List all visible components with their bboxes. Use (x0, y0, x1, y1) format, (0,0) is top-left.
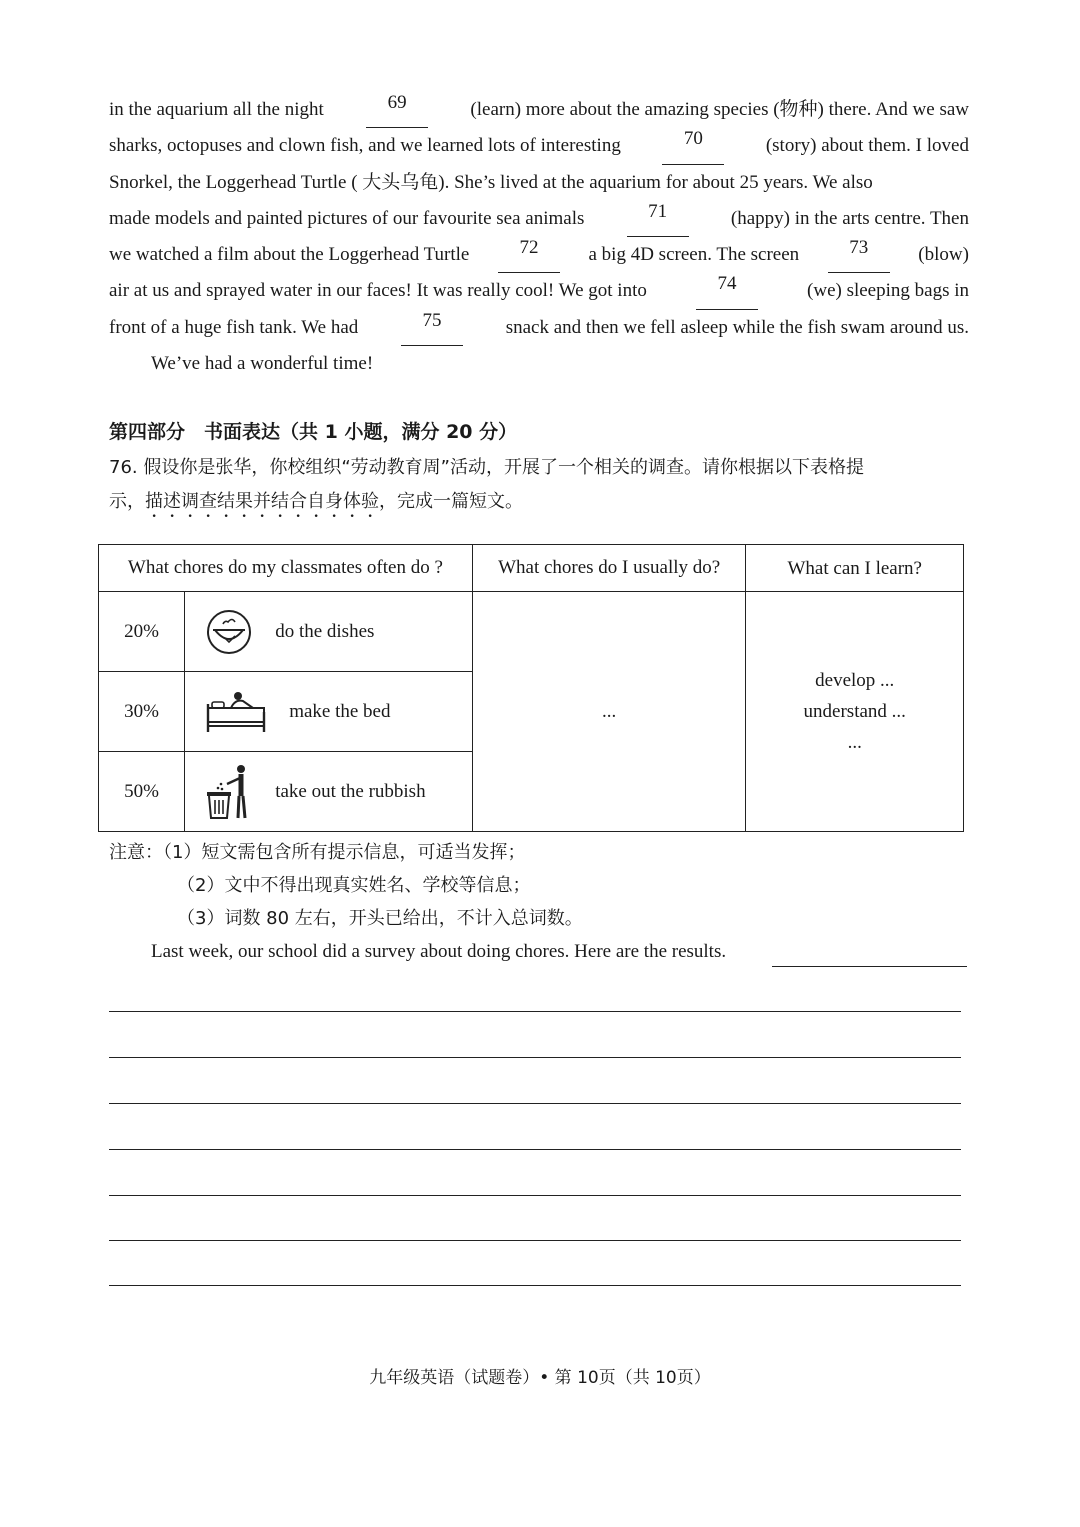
answer-blank-71[interactable]: 71 (627, 201, 689, 237)
writing-line[interactable] (772, 966, 967, 967)
passage-text: front of a huge fish tank. We had (109, 316, 359, 338)
header-classmates-chores: What chores do my classmates often do ? (99, 545, 473, 592)
passage-closing: We’ve had a wonderful time! (151, 353, 374, 375)
chore-percent: 50% (99, 752, 185, 832)
chore-cell (185, 752, 473, 832)
passage-text: (learn) more about the amazing species (物种) there. And we saw (470, 99, 969, 120)
answer-blank-74[interactable]: 74 (696, 273, 758, 309)
rubbish-bin-icon (205, 764, 253, 820)
section-title: 第四部分 书面表达（共 1 小题，满分 20 分） (109, 421, 518, 443)
task-line-2: 示， 描述调查结果并结合自身体验 ，完成一篇短文。 (109, 485, 969, 522)
passage-text: Snorkel, the Loggerhead Turtle ( 大头乌龟). She’s lived at the aquarium for about 25 years. We also (109, 171, 873, 193)
passage-line (109, 128, 969, 164)
answer-blank-75[interactable]: 75 (401, 310, 463, 346)
note-item: （3）词数 80 左右，开头已给出，不计入总词数。 (177, 908, 583, 929)
passage-line (109, 201, 969, 237)
passage-line (109, 237, 969, 273)
chore-label: make the bed (289, 700, 391, 722)
passage-text: sharks, octopuses and clown fish, and we learned lots of interesting (109, 135, 621, 157)
notes-label: 注意： (109, 842, 163, 863)
passage-text: snack and then we fell asleep while the fish swam around us. (505, 316, 969, 338)
table-header-row (99, 545, 964, 592)
writing-line[interactable] (109, 1011, 961, 1012)
passage-text: (happy) in the arts centre. Then (730, 207, 969, 229)
essay-starter: Last week, our school did a survey about doing chores. Here are the results. (151, 941, 727, 962)
passage-text: air at us and sprayed water in our faces! It was really cool! We got into (109, 280, 647, 302)
passage-text: in the aquarium all the night (109, 99, 324, 120)
washing-dishes-icon (205, 608, 253, 656)
making-bed-icon (205, 690, 267, 734)
notes (109, 836, 583, 935)
learn-cell: develop ... understand ... ... (746, 592, 964, 832)
passage-text: (story) about them. I loved (765, 135, 969, 157)
passage-text: (we) sleeping bags in (807, 280, 969, 302)
answer-blank-73[interactable]: 73 (828, 237, 890, 273)
passage-line (109, 273, 969, 309)
note-item: （2）文中不得出现真实姓名、学校等信息； (177, 875, 531, 896)
writing-line[interactable] (109, 1057, 961, 1058)
writing-line[interactable] (109, 1240, 961, 1241)
chore-cell (185, 672, 473, 752)
chore-percent: 30% (99, 672, 185, 752)
answer-blank-70[interactable]: 70 (662, 128, 724, 164)
passage-line (109, 310, 969, 346)
writing-line[interactable] (109, 1149, 961, 1150)
passage-text: we watched a film about the Loggerhead Turtle (109, 244, 470, 266)
page-footer: 九年级英语（试题卷）• 第 10页（共 10页） (369, 1368, 711, 1388)
my-chores-cell: ... (472, 592, 746, 832)
writing-line[interactable] (109, 1285, 961, 1286)
chore-label: do the dishes (275, 620, 375, 642)
answer-blank-69[interactable]: 69 (366, 92, 428, 128)
writing-line[interactable] (109, 1195, 961, 1196)
passage-text: made models and painted pictures of our favourite sea animals (109, 207, 585, 229)
note-item: 注意：（1）短文需包含所有提示信息，可适当发挥； (109, 842, 526, 863)
chore-label: take out the rubbish (275, 780, 426, 802)
passage-text: a big 4D screen. The screen (588, 244, 800, 266)
task-line-1: 76. 假设你是张华，你校组织“劳动教育周”活动，开展了一个相关的调查。请你根据以下表格提 (109, 457, 864, 478)
header-my-chores: What chores do I usually do? (472, 545, 746, 592)
passage-line (109, 92, 969, 128)
emphasized-text: 描述调查结果并结合自身体验 (145, 491, 379, 512)
survey-table (98, 544, 964, 832)
answer-blank-72[interactable]: 72 (498, 237, 560, 273)
chore-cell (185, 592, 473, 672)
writing-task-prompt (109, 451, 969, 522)
header-what-learn: What can I learn? (746, 545, 964, 592)
passage-line (109, 165, 969, 201)
table-row (99, 592, 964, 672)
passage-text: (blow) (918, 244, 969, 266)
passage (109, 92, 969, 382)
chore-percent: 20% (99, 592, 185, 672)
writing-line[interactable] (109, 1103, 961, 1104)
